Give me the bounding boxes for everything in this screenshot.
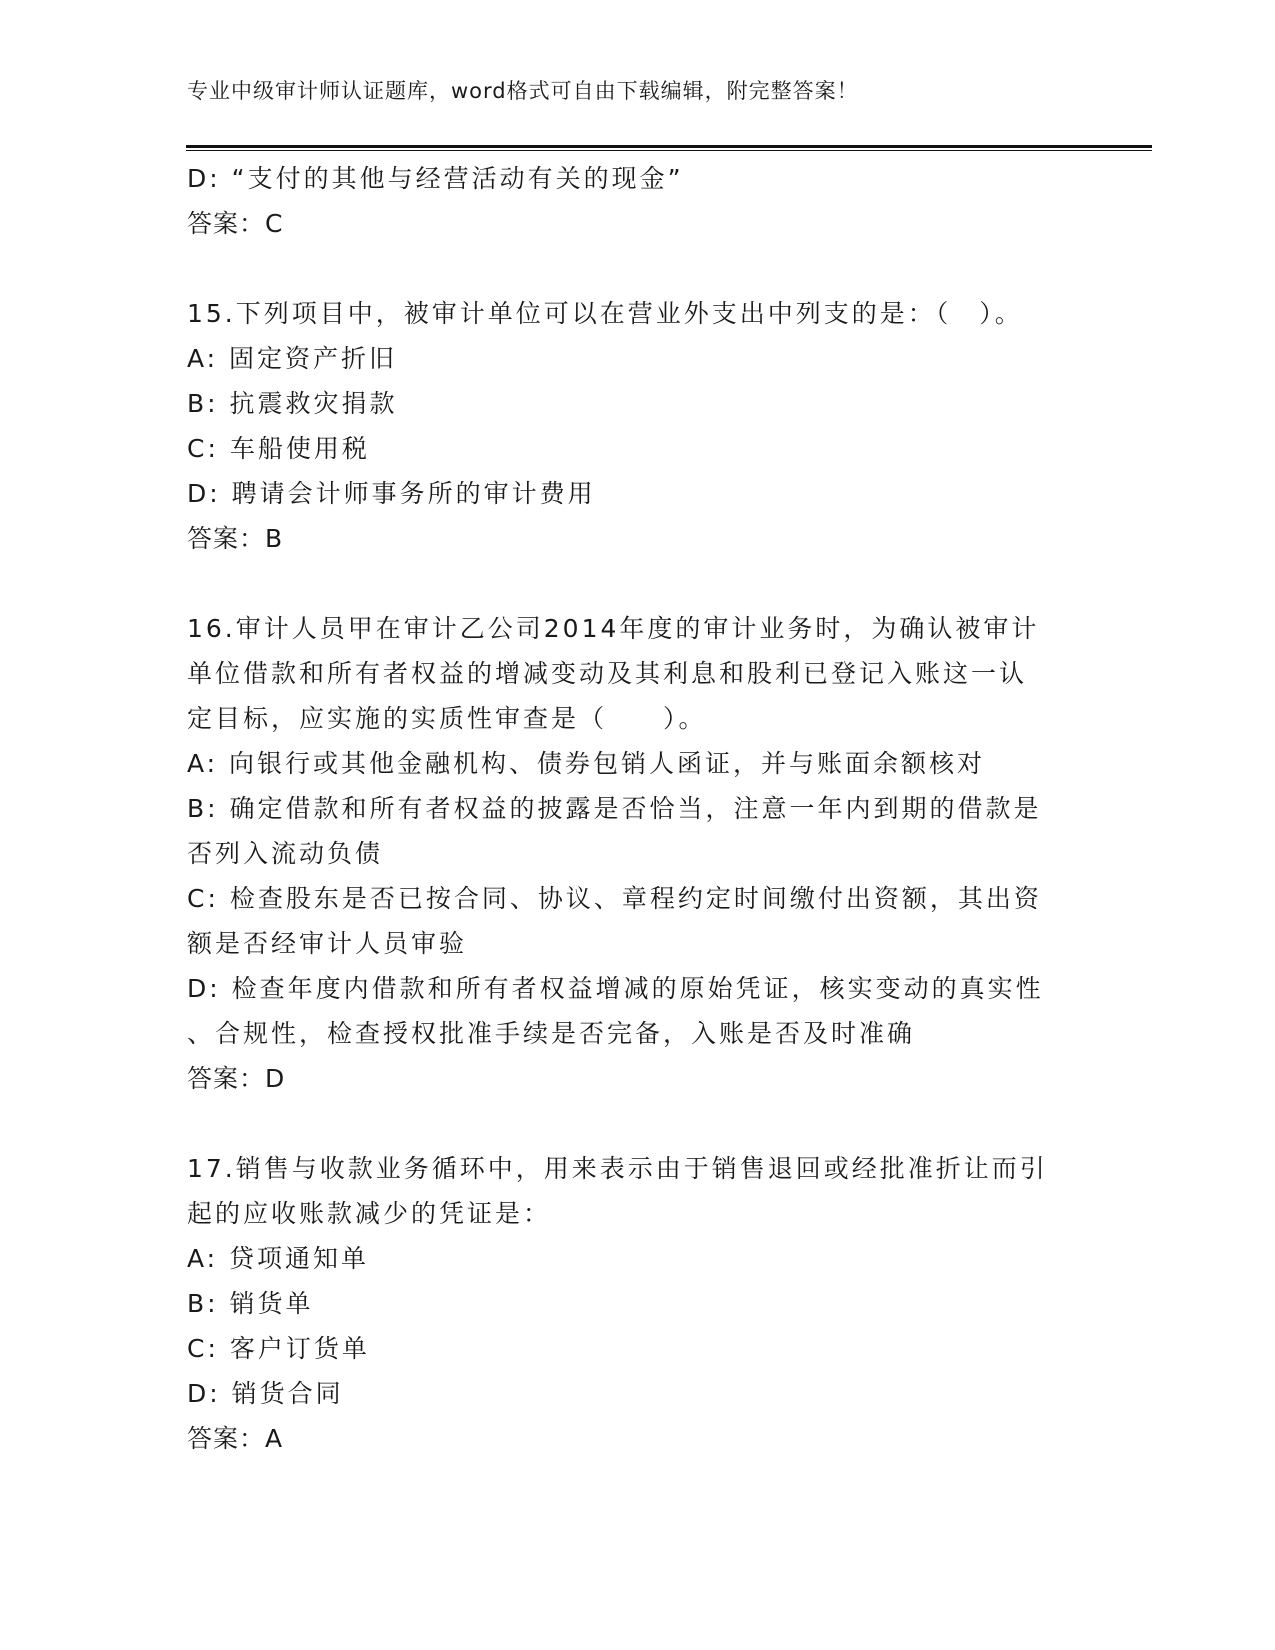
option-d: 、合规性，检查授权批准手续是否完备，入账是否及时准确 — [187, 1019, 916, 1048]
answer: 答案：D — [187, 1064, 286, 1093]
option-b: 否列入流动负债 — [187, 839, 384, 868]
question-block-14-tail — [187, 156, 1067, 246]
question-block-16 — [187, 606, 1067, 1101]
question-text: 15.下列项目中，被审计单位可以在营业外支出中列支的是：（ ）。 — [187, 299, 1023, 328]
option-d: D: 销货合同 — [187, 1379, 344, 1408]
option-c: C: 客户订货单 — [187, 1334, 370, 1363]
answer: 答案：B — [187, 524, 284, 553]
question-block-17 — [187, 1146, 1067, 1461]
header-rule-thin — [186, 150, 1152, 151]
option-b: B: 抗震救灾捐款 — [187, 389, 398, 418]
question-text: 16.审计人员甲在审计乙公司2014年度的审计业务时，为确认被审计 — [187, 614, 1040, 643]
option-c: 额是否经审计人员审验 — [187, 929, 468, 958]
question-block-15 — [187, 291, 1067, 561]
spacer — [187, 1101, 1067, 1146]
page-header: 专业中级审计师认证题库，word格式可自由下载编辑，附完整答案！ — [187, 79, 859, 103]
option-d: D: 检查年度内借款和所有者权益增减的原始凭证，核实变动的真实性 — [187, 974, 1044, 1003]
header-rule-thick — [186, 145, 1152, 148]
answer: 答案：A — [187, 1424, 284, 1453]
option-b: B: 确定借款和所有者权益的披露是否恰当，注意一年内到期的借款是 — [187, 794, 1042, 823]
option-a: A: 贷项通知单 — [187, 1244, 370, 1273]
question-text: 定目标，应实施的实质性审查是（ ）。 — [187, 704, 707, 733]
question-text: 起的应收账款减少的凭证是： — [187, 1199, 552, 1228]
option-c: C: 车船使用税 — [187, 434, 370, 463]
question-content — [187, 156, 1067, 1461]
option-d: D: 聘请会计师事务所的审计费用 — [187, 479, 596, 508]
question-text: 单位借款和所有者权益的增减变动及其利息和股利已登记入账这一认 — [187, 659, 1028, 688]
question-text: 17.销售与收款业务循环中，用来表示由于销售退回或经批准折让而引 — [187, 1154, 1048, 1183]
option-d: D: “支付的其他与经营活动有关的现金” — [187, 164, 684, 193]
spacer — [187, 246, 1067, 291]
option-a: A: 固定资产折旧 — [187, 344, 398, 373]
option-c: C: 检查股东是否已按合同、协议、章程约定时间缴付出资额，其出资 — [187, 884, 1042, 913]
answer: 答案：C — [187, 209, 284, 238]
spacer — [187, 561, 1067, 606]
option-a: A: 向银行或其他金融机构、债券包销人函证，并与账面余额核对 — [187, 749, 986, 778]
option-b: B: 销货单 — [187, 1289, 314, 1318]
